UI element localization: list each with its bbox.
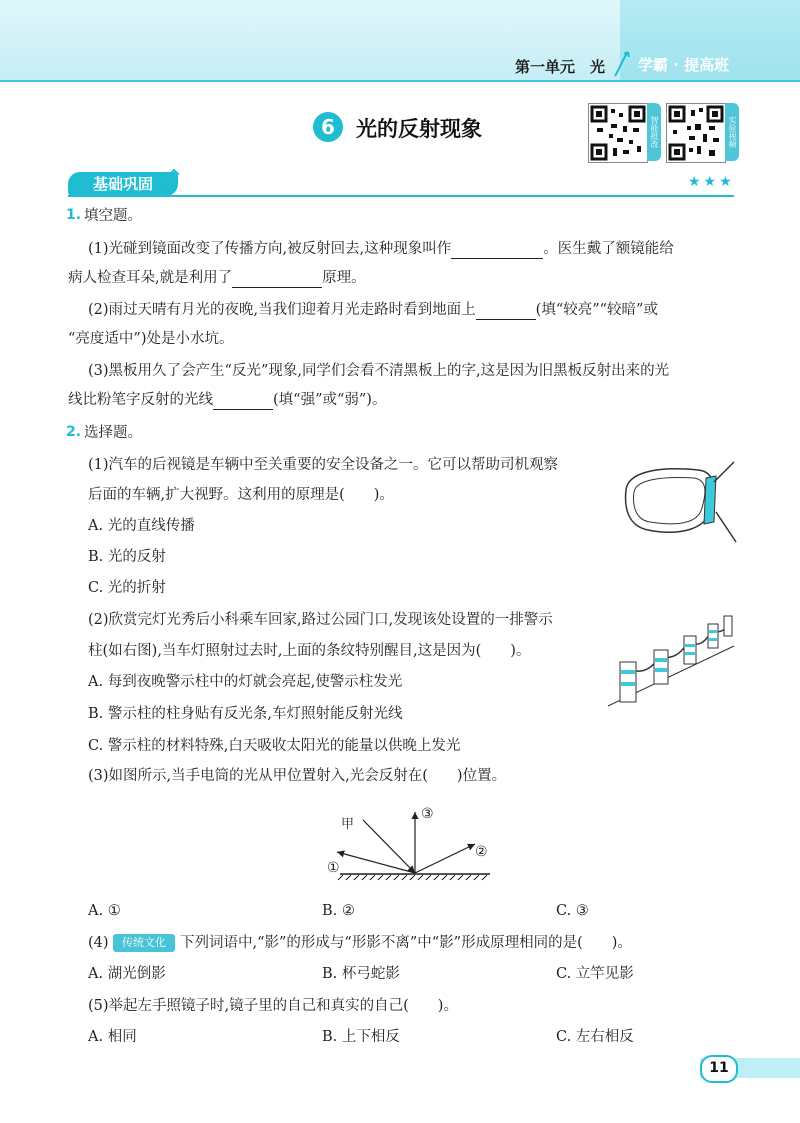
header-unit: 第一单元 — [515, 58, 576, 76]
header-brand: 学霸 · 提高班 — [638, 56, 730, 74]
q2-p5-stem: (5)举起左手照镜子时,镜子里的自己和真实的自己( )。 — [88, 998, 458, 1014]
rearview-mirror-illustration — [618, 452, 738, 552]
difficulty-stars: ★★★ — [688, 174, 735, 190]
answer-blank[interactable] — [476, 303, 536, 320]
reflection-diagram — [325, 800, 505, 884]
answer-blank[interactable] — [451, 242, 543, 259]
section-title: 基础巩固 — [68, 172, 178, 196]
option-a[interactable]: A. 湖光倒影 — [88, 966, 166, 982]
diagram-label-3: ③ — [421, 806, 434, 822]
q2-p3-stem: (3)如图所示,当手电筒的光从甲位置射入,光会反射在( )位置。 — [88, 768, 507, 784]
q1-sub2-text: (填“较亮”“较暗”或 — [535, 302, 658, 318]
q2-p4-prefix: (4) — [88, 935, 109, 951]
question-number: 2. — [66, 424, 82, 440]
q1-sub1-text: 原理。 — [322, 270, 366, 286]
qr-code-icon — [667, 104, 725, 162]
option-c[interactable]: C. 立竿见影 — [556, 966, 634, 982]
header-topic: 光 — [590, 58, 606, 76]
option-b[interactable]: B. 上下相反 — [322, 1029, 400, 1045]
qr-code-icon — [589, 104, 647, 162]
q2-p1-stem-line2: 后面的车辆,扩大视野。这利用的原理是( )。 — [88, 487, 394, 503]
lesson-title: 光的反射现象 — [356, 117, 482, 141]
diagram-label-jia: 甲 — [341, 817, 355, 832]
option-b[interactable]: B. ② — [322, 903, 355, 919]
q1-sub3-text: 线比粉笔字反射的光线 — [68, 392, 213, 408]
option-c[interactable]: C. 光的折射 — [88, 580, 166, 596]
question-title: 填空题。 — [84, 208, 142, 224]
q1-sub1-text: 病人检查耳朵,就是利用了 — [68, 270, 233, 286]
q2-p4-stem: 下列词语中,“影”的形成与“形影不离”中“影”形成原理相同的是( )。 — [180, 935, 632, 951]
option-b[interactable]: B. 光的反射 — [88, 549, 166, 565]
option-a[interactable]: A. 光的直线传播 — [88, 518, 195, 534]
q2-p1-stem-line1: (1)汽车的后视镜是车辆中至关重要的安全设备之一。它可以帮助司机观察 — [88, 457, 559, 473]
q1-sub3-text: (填“强”或“弱”)。 — [273, 392, 387, 408]
traditional-culture-tag: 传统文化 — [113, 934, 175, 952]
leaf-icon — [612, 48, 634, 78]
qr-code-grading[interactable] — [588, 103, 648, 163]
lesson-number-badge: 6 — [313, 112, 343, 142]
question-title: 选择题。 — [84, 425, 142, 441]
diagram-label-2: ② — [475, 844, 488, 860]
option-c[interactable]: C. 左右相反 — [556, 1029, 634, 1045]
header-divider — [0, 80, 800, 82]
q1-sub3-line2 — [68, 390, 386, 410]
option-a[interactable]: A. ① — [88, 903, 121, 919]
qr-label-grading: 智能批改 — [647, 103, 661, 161]
section-divider — [68, 195, 734, 197]
q1-sub1-text: (1)光碰到镜面改变了传播方向,被反射回去,这种现象叫作 — [88, 241, 452, 257]
pencil-icon — [158, 168, 180, 190]
answer-blank[interactable] — [213, 393, 273, 410]
option-b[interactable]: B. 杯弓蛇影 — [322, 966, 400, 982]
q2-p2-stem-line2: 柱(如右图),当车灯照射过去时,上面的条纹特别醒目,这是因为( )。 — [88, 643, 531, 659]
q1-sub1-line1 — [88, 239, 674, 259]
page-number: 11 — [700, 1055, 738, 1083]
question-number: 1. — [66, 207, 82, 223]
q1-sub3-line1: (3)黑板用久了会产生“反光”现象,同学们会看不清黑板上的字,这是因为旧黑板反射出来的光 — [88, 363, 670, 379]
q1-sub1-text: 。医生戴了额镜能给 — [543, 241, 674, 257]
diagram-label-1: ① — [327, 860, 340, 876]
warning-posts-illustration — [606, 606, 736, 708]
option-a[interactable]: A. 每到夜晚警示柱中的灯就会亮起,使警示柱发光 — [88, 674, 403, 690]
option-a[interactable]: A. 相同 — [88, 1029, 137, 1045]
q2-p2-stem-line1: (2)欣赏完灯光秀后小科乘车回家,路过公园门口,发现该处设置的一排警示 — [88, 612, 553, 628]
q1-sub2-line1 — [88, 300, 658, 320]
option-c[interactable]: C. 警示柱的材料特殊,白天吸收太阳光的能量以供晚上发光 — [88, 738, 461, 754]
q1-sub2-line2: “亮度适中”)处是小水坑。 — [68, 331, 234, 347]
q1-sub1-line2 — [68, 268, 366, 288]
option-c[interactable]: C. ③ — [556, 903, 589, 919]
qr-label-video: 实验视频 — [725, 103, 739, 161]
qr-code-video[interactable] — [666, 103, 726, 163]
answer-blank[interactable] — [232, 271, 322, 288]
q1-sub2-text: (2)雨过天晴有月光的夜晚,当我们迎着月光走路时看到地面上 — [88, 302, 476, 318]
option-b[interactable]: B. 警示柱的柱身贴有反光条,车灯照射能反射光线 — [88, 706, 403, 722]
